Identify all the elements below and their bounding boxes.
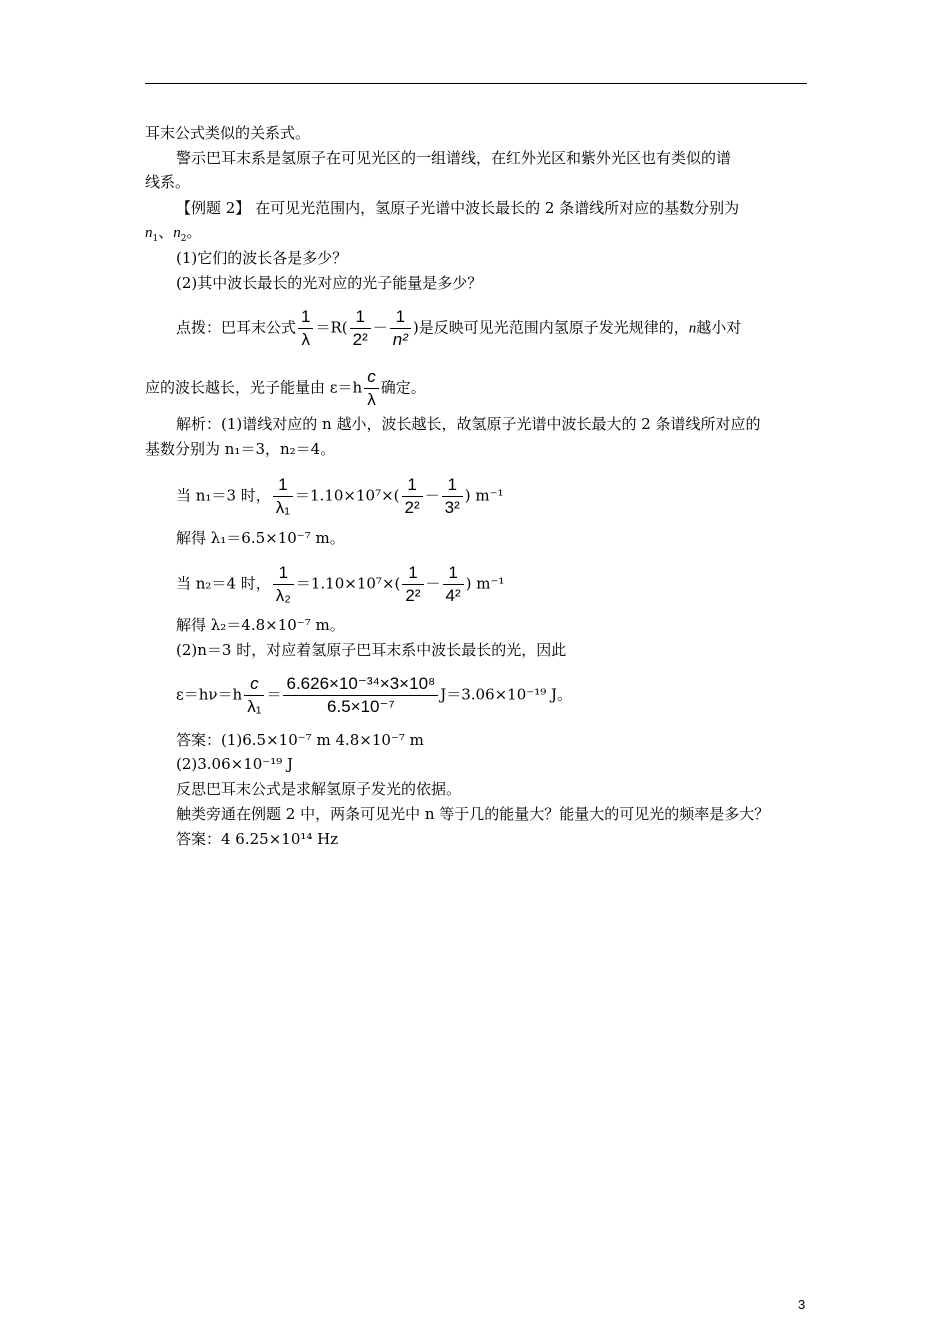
eq2-unit: ) m⁻¹	[465, 574, 505, 593]
fraction-1-over-nsq	[390, 306, 411, 351]
eq1-prefix: 当 n₁＝3 时，	[176, 486, 271, 505]
denominator: 2²	[405, 586, 421, 605]
minus-sign: －	[425, 574, 441, 593]
fraction-1-over-3sq	[442, 474, 463, 519]
denominator: 4²	[445, 586, 461, 605]
fraction-c-over-lambda1	[244, 673, 264, 718]
denominator: 3²	[444, 498, 460, 517]
result-2: 解得 λ₂＝4.8×10⁻⁷ m。	[176, 616, 345, 634]
hint-line-2	[145, 366, 426, 411]
question-1: (1)它们的波长各是多少？	[176, 249, 348, 267]
period: 。	[186, 223, 202, 241]
eq3-prefix: ε＝hν＝h	[176, 685, 243, 704]
numerator: 1	[402, 474, 423, 497]
hint-formula-a: ＝R(	[315, 318, 348, 337]
warning-line-cont: 线系。	[145, 173, 191, 191]
separator: 、	[158, 223, 174, 241]
denominator: λ₁	[275, 498, 291, 517]
numerator: 1	[273, 474, 293, 497]
result-1: 解得 λ₁＝6.5×10⁻⁷ m。	[176, 529, 345, 547]
fraction-1-over-4sq	[443, 562, 464, 607]
denominator: λ₁	[247, 697, 262, 716]
fraction-1-over-2sq	[402, 474, 423, 519]
equation-1	[176, 474, 504, 519]
eq1-unit: ) m⁻¹	[464, 486, 504, 505]
numerator: 6.626×10⁻³⁴×3×10⁸	[283, 673, 438, 696]
numerator: 1	[402, 562, 423, 585]
numerator: 1	[298, 306, 313, 329]
fraction-c-over-lambda	[364, 366, 379, 411]
var-n1: n	[145, 225, 153, 241]
denominator: n²	[392, 330, 408, 349]
header-rule	[145, 83, 807, 84]
solution-line-1: 解析：(1)谱线对应的 n 越小，波长越长，故氢原子光谱中波长最大的 2 条谱线所对应的	[176, 415, 761, 433]
minus-sign: －	[372, 318, 388, 337]
equals-sign: ＝	[266, 685, 282, 704]
hint-formula-b: )是反映可见光范围内氢原子发光规律的，	[412, 318, 689, 337]
numerator: 1	[390, 306, 411, 329]
part-2-line: (2)n＝3 时，对应着氢原子巴耳末系中波长最长的光，因此	[176, 641, 567, 659]
eq3-result: J＝3.06×10⁻¹⁹ J。	[440, 685, 572, 704]
fraction-1-over-2sq	[402, 562, 423, 607]
numerator: c	[244, 673, 264, 696]
solution-line-2: 基数分别为 n₁＝3，n₂＝4。	[145, 440, 336, 458]
hint-end: 越小对	[696, 318, 742, 337]
hint-label: 点拨：巴耳末公式	[176, 318, 297, 337]
eq2-prefix: 当 n₂＝4 时，	[176, 574, 271, 593]
equation-2	[176, 562, 504, 607]
example-heading-cont: $n_1$、$n_2$。	[145, 223, 202, 244]
example-text: 在可见光范围内，氢原子光谱中波长最长的 2 条谱线所对应的基数分别为	[250, 199, 740, 217]
eq2-middle: ＝1.10×10⁷×(	[295, 574, 401, 593]
denominator: λ₂	[275, 586, 291, 605]
minus-sign: －	[424, 486, 440, 505]
numerator: c	[364, 366, 379, 389]
example-tag: 【例题 2】	[176, 199, 251, 217]
warning-line: 警示巴耳末系是氢原子在可见光区的一组谱线，在红外光区和紫外光区也有类似的谱	[176, 149, 732, 167]
equation-3	[176, 673, 572, 718]
extension-answer: 答案：4 6.25×10¹⁴ Hz	[176, 830, 339, 848]
fraction-1-over-2sq	[350, 306, 371, 351]
denominator: 6.5×10⁻⁷	[327, 697, 395, 716]
denominator: λ	[367, 390, 376, 409]
fraction-1-over-lambda	[298, 306, 313, 351]
question-2: (2)其中波长最长的光对应的光子能量是多少？	[176, 274, 483, 292]
extension-question: 触类旁通在例题 2 中，两条可见光中 n 等于几的能量大？能量大的可见光的频率是多大？	[176, 805, 770, 823]
fraction-1-over-lambda1	[273, 474, 293, 519]
answer-line-2: (2)3.06×10⁻¹⁹ J	[176, 755, 294, 773]
example-heading	[176, 198, 739, 218]
hint2-text: 应的波长越长，光子能量由 ε＝h	[145, 378, 363, 397]
numerator: 1	[273, 562, 294, 585]
fraction-1-over-lambda2	[273, 562, 294, 607]
page-number: 3	[798, 1297, 806, 1312]
hint2-end: 确定。	[380, 378, 426, 397]
answer-line-1: 答案：(1)6.5×10⁻⁷ m 4.8×10⁻⁷ m	[176, 731, 424, 749]
denominator: 2²	[352, 330, 368, 349]
numerator: 1	[443, 562, 464, 585]
fraction-energy	[283, 673, 438, 718]
denominator: λ	[301, 330, 310, 349]
var-n2: n	[173, 225, 181, 241]
denominator: 2²	[404, 498, 420, 517]
text-line-1: 耳末公式类似的关系式。	[145, 124, 311, 142]
var-n: n	[688, 320, 697, 337]
numerator: 1	[442, 474, 463, 497]
reflection-line: 反思巴耳末公式是求解氢原子发光的依据。	[176, 780, 462, 798]
numerator: 1	[350, 306, 371, 329]
eq1-middle: ＝1.10×10⁷×(	[295, 486, 400, 505]
hint-line	[176, 306, 741, 351]
